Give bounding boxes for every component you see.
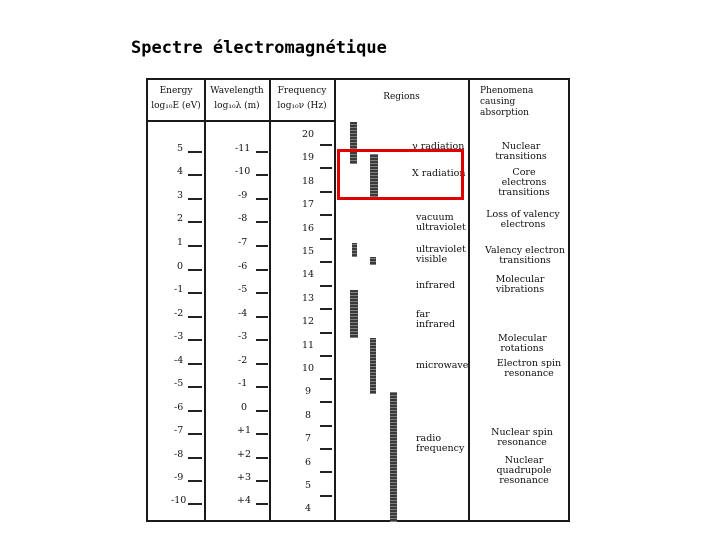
infrared-bar (350, 290, 358, 338)
phenomenon-label: Core electrons transitions (498, 167, 550, 198)
phenomenon-label: Nuclear quadrupole resonance (496, 455, 552, 486)
energy-value: -9 (174, 472, 184, 483)
energy-tick (188, 339, 202, 341)
frequency-tick (320, 214, 332, 216)
phenomenon-label: Molecular rotations (498, 333, 547, 354)
region-label: infrared (416, 280, 456, 291)
energy-value: -5 (174, 378, 184, 389)
wavelength-value: -10 (235, 166, 251, 177)
energy-value: -7 (174, 425, 184, 436)
region-label: far infrared (416, 309, 456, 330)
column-divider (334, 80, 336, 520)
wavelength-value: -6 (238, 261, 248, 272)
frequency-tick (320, 471, 332, 473)
phenomenon-label: Molecular vibrations (495, 274, 545, 295)
phenomenon-label: Loss of valency electrons (486, 209, 560, 230)
wavelength-tick (256, 151, 268, 153)
frequency-tick (320, 261, 332, 263)
wavelength-tick (256, 386, 268, 388)
energy-value: 4 (177, 166, 184, 177)
energy-value: 5 (177, 143, 184, 154)
wavelength-tick (256, 221, 268, 223)
frequency-value: 4 (305, 503, 312, 514)
wavelength-value: 0 (241, 402, 248, 413)
frequency-value: 16 (302, 223, 315, 234)
energy-value: -10 (171, 495, 187, 506)
frequency-tick (320, 238, 332, 240)
wavelength-tick (256, 269, 268, 271)
energy-value: -6 (174, 402, 184, 413)
frequency-tick (320, 308, 332, 310)
slide-title: Spectre électromagnétique (131, 38, 387, 58)
frequency-value: 5 (305, 480, 312, 491)
frequency-header (270, 80, 334, 120)
wavelength-tick (256, 433, 268, 435)
energy-value: -3 (174, 331, 184, 342)
wavelength-value: -4 (238, 308, 248, 319)
wavelength-tick (256, 316, 268, 318)
energy-value: -4 (174, 355, 184, 366)
wavelength-value: -1 (238, 378, 248, 389)
energy-tick (188, 433, 202, 435)
wavelength-tick (256, 457, 268, 459)
energy-value: -1 (174, 284, 184, 295)
energy-value: -2 (174, 308, 184, 319)
wavelength-tick (256, 245, 268, 247)
wavelength-header (205, 80, 269, 120)
wavelength-value: -11 (235, 143, 251, 154)
header-divider (148, 120, 335, 122)
frequency-value: 11 (302, 340, 315, 351)
frequency-value: 9 (305, 386, 312, 397)
wavelength-value: -3 (238, 331, 248, 342)
radio-frequency-bar (390, 392, 397, 522)
frequency-value: 8 (305, 410, 312, 421)
frequency-header-label: Frequency (277, 86, 327, 96)
region-label: microwave (416, 360, 469, 371)
energy-tick (188, 363, 202, 365)
regions-header (335, 80, 468, 120)
frequency-tick (320, 191, 332, 193)
frequency-value: 14 (302, 269, 315, 280)
region-label: ultraviolet visible (416, 244, 466, 265)
wavelength-tick (256, 503, 268, 505)
frequency-tick (320, 285, 332, 287)
frequency-value: 6 (305, 457, 312, 468)
frequency-value: 15 (302, 246, 315, 257)
frequency-value: 18 (302, 176, 315, 187)
energy-header-label: Energy (159, 86, 193, 96)
wavelength-header-unit: log₁₀λ (m) (214, 101, 260, 111)
energy-header-unit: log₁₀E (eV) (151, 101, 201, 111)
frequency-tick (320, 378, 332, 380)
energy-tick (188, 410, 202, 412)
frequency-value: 7 (305, 433, 312, 444)
energy-tick (188, 245, 202, 247)
column-divider (204, 80, 206, 520)
wavelength-tick (256, 292, 268, 294)
wavelength-tick (256, 339, 268, 341)
energy-tick (188, 221, 202, 223)
wavelength-tick (256, 198, 268, 200)
wavelength-value: +4 (237, 495, 252, 506)
wavelength-value: +1 (237, 425, 252, 436)
frequency-tick (320, 355, 332, 357)
energy-tick (188, 292, 202, 294)
region-label: vacuum ultraviolet (416, 212, 466, 233)
phenomena-header (470, 80, 570, 120)
wavelength-tick (256, 174, 268, 176)
wavelength-value: -9 (238, 190, 248, 201)
wavelength-value: +2 (237, 449, 252, 460)
wavelength-value: -5 (238, 284, 248, 295)
frequency-value: 20 (302, 129, 315, 140)
energy-tick (188, 386, 202, 388)
phenomenon-label: Electron spin resonance (496, 358, 562, 379)
visible-bar (370, 257, 376, 265)
energy-header (148, 80, 204, 120)
frequency-tick (320, 401, 332, 403)
frequency-tick (320, 167, 332, 169)
energy-tick (188, 198, 202, 200)
column-divider (269, 80, 271, 520)
region-label: X radiation (412, 168, 466, 179)
wavelength-tick (256, 480, 268, 482)
frequency-tick (320, 425, 332, 427)
phenomenon-label: Nuclear transitions (495, 141, 547, 162)
energy-tick (188, 174, 202, 176)
region-label: radio frequency (416, 433, 465, 454)
frequency-tick (320, 448, 332, 450)
energy-tick (188, 457, 202, 459)
wavelength-header-label: Wavelength (210, 86, 264, 96)
microwave-bar (370, 338, 376, 394)
region-label: γ radiation (412, 141, 465, 152)
energy-value: 0 (177, 261, 184, 272)
energy-value: 3 (177, 190, 184, 201)
energy-tick (188, 151, 202, 153)
x-radiation-highlight-box (337, 149, 464, 200)
wavelength-value: -8 (238, 213, 248, 224)
frequency-header-unit: log₁₀ν (Hz) (277, 101, 327, 111)
energy-tick (188, 503, 202, 505)
phenomenon-label: Nuclear spin resonance (491, 427, 553, 448)
wavelength-tick (256, 363, 268, 365)
frequency-value: 10 (302, 363, 315, 374)
frequency-tick (320, 144, 332, 146)
frequency-value: 12 (302, 316, 315, 327)
energy-tick (188, 316, 202, 318)
column-divider (468, 80, 470, 520)
frequency-value: 17 (302, 199, 315, 210)
energy-value: 2 (177, 213, 184, 224)
regions-header-label: Regions (383, 92, 420, 102)
energy-tick (188, 480, 202, 482)
energy-tick (188, 269, 202, 271)
frequency-value: 19 (302, 152, 315, 163)
spectrum-table (146, 78, 570, 522)
wavelength-value: +3 (237, 472, 252, 483)
energy-value: 1 (177, 237, 184, 248)
vacuum-uv-bar (352, 243, 357, 257)
wavelength-value: -7 (238, 237, 248, 248)
frequency-tick (320, 332, 332, 334)
energy-value: -8 (174, 449, 184, 460)
phenomena-header-label: Phenomena causing absorption (480, 86, 534, 118)
wavelength-tick (256, 410, 268, 412)
frequency-value: 13 (302, 293, 315, 304)
frequency-tick (320, 495, 332, 497)
phenomenon-label: Valency electron transitions (485, 245, 565, 266)
wavelength-value: -2 (238, 355, 248, 366)
